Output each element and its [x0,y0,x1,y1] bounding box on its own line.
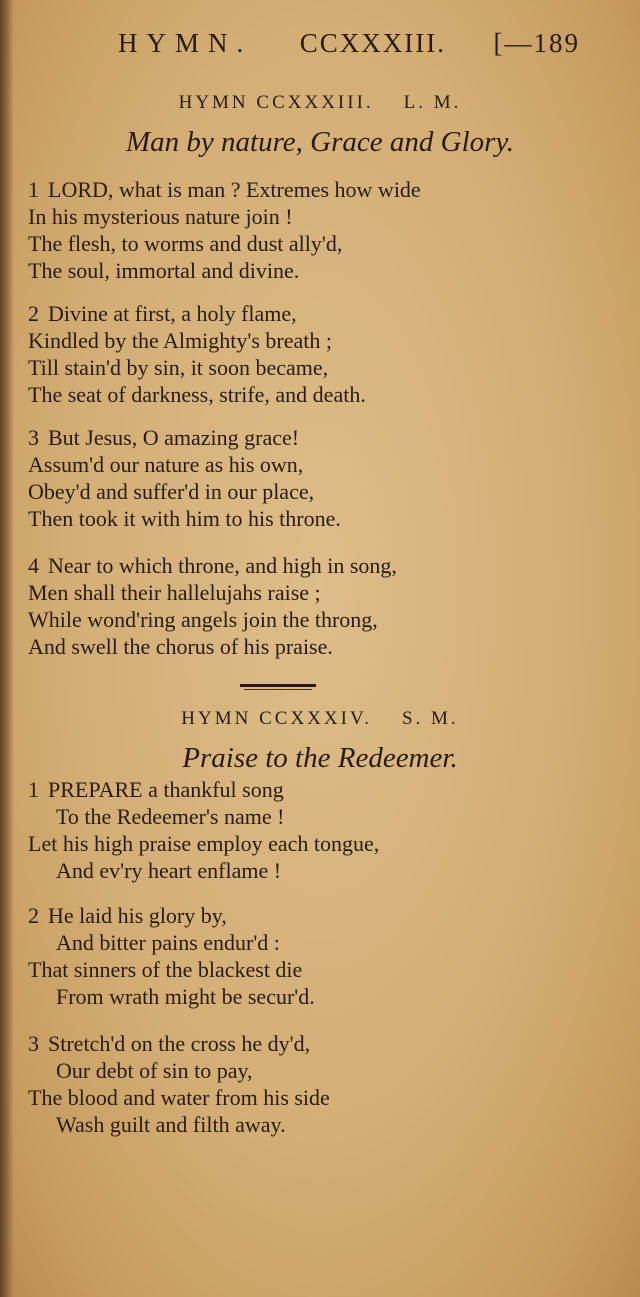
verse-line: In his mysterious nature join ! [28,204,293,229]
verse-line: And ev'ry heart enflame ! [56,858,282,883]
stanza [28,552,580,660]
page-number: [—189 [493,28,580,58]
verse-line: 1 PREPARE a thankful song [28,777,284,802]
stanza [28,776,580,884]
running-head-hymn-number: CCXXXIII. [299,28,446,58]
verse-line: Let his high praise employ each tongue, [28,831,380,856]
verse-line: 2 Divine at first, a holy flame, [28,301,297,326]
verse-line: Men shall their hallelujahs raise ; [28,580,321,605]
verse-line: Till stain'd by sin, it soon became, [28,355,329,380]
verse-line: 4 Near to which throne, and high in song, [28,553,397,578]
stanza [28,300,580,408]
verse-line: Then took it with him to his throne. [28,506,341,531]
verse-line: While wond'ring angels join the throng, [28,607,378,632]
stanza-number: 1 [28,777,39,802]
verse-line: 3 Stretch'd on the cross he dy'd, [28,1031,311,1056]
hymn-number: HYMN CCXXXIII. [178,92,374,113]
hymn-meter: S. M. [401,708,459,729]
verse-line: 1 LORD, what is man ? Extremes how wide [28,177,421,202]
verse-line: Wash guilt and filth away. [56,1112,286,1137]
hymn-subtitle: Praise to the Redeemer. [182,742,458,774]
stanza-number: 3 [28,425,39,450]
verse-line: The soul, immortal and divine. [28,258,300,283]
running-head [118,28,580,59]
stanza-number: 1 [28,177,39,202]
verse-line: Kindled by the Almighty's breath ; [28,328,332,353]
stanza-number: 2 [28,903,39,928]
hymn-heading [0,708,640,730]
stanza [28,176,580,284]
verse-line: Obey'd and suffer'd in our place, [28,479,315,504]
verse-line: Assum'd our nature as his own, [28,452,304,477]
verse-line: From wrath might be secur'd. [56,984,315,1009]
hymn-heading [0,92,640,114]
stanza-number: 4 [28,553,39,578]
stanza-number: 2 [28,301,39,326]
hymn-number: HYMN CCXXXIV. [181,708,372,729]
running-head-title: HYMN. [118,28,253,58]
verse-line: 3 But Jesus, O amazing grace! [28,425,300,450]
verse-line: The flesh, to worms and dust ally'd, [28,231,343,256]
verse-line: The seat of darkness, strife, and death. [28,382,366,407]
section-divider [240,684,316,687]
stanza [28,1030,580,1138]
verse-line: Our debt of sin to pay, [56,1058,253,1083]
hymn-meter: L. M. [403,92,462,113]
stanza-number: 3 [28,1031,39,1056]
verse-line: And swell the chorus of his praise. [28,634,333,659]
stanza [28,902,580,1010]
verse-line: The blood and water from his side [28,1085,330,1110]
verse-line: 2 He laid his glory by, [28,903,227,928]
hymn-subtitle: Man by nature, Grace and Glory. [126,126,514,158]
verse-line: And bitter pains endur'd : [56,930,280,955]
stanza [28,424,580,532]
verse-line: To the Redeemer's name ! [56,804,285,829]
verse-line: That sinners of the blackest die [28,957,303,982]
